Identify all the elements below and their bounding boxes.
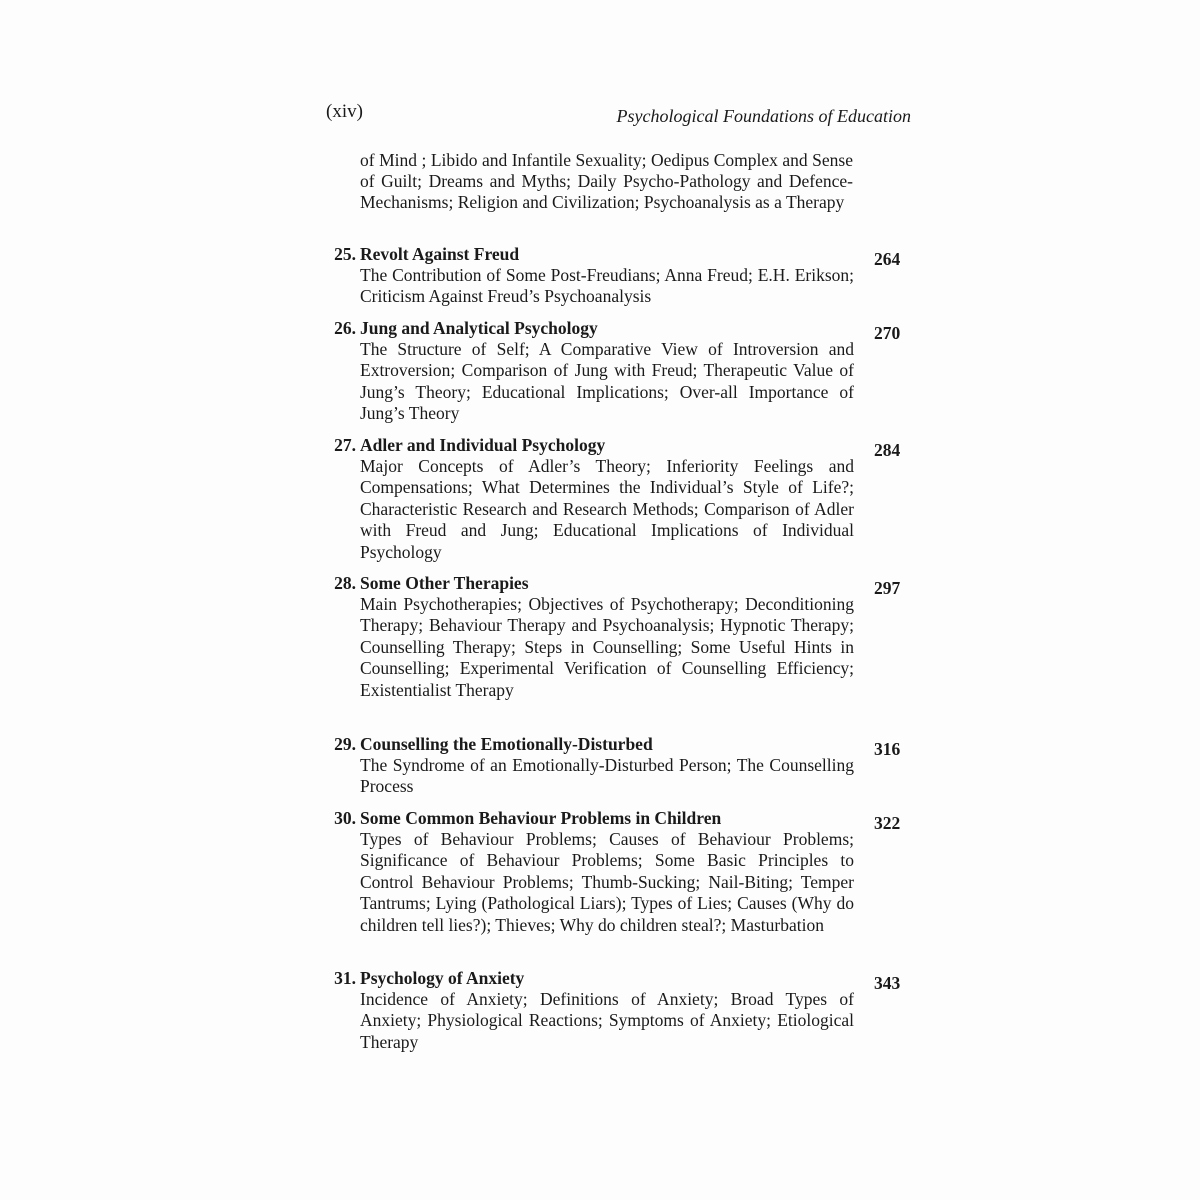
chapter-number: 31. xyxy=(334,968,356,988)
chapter-description: Main Psychotherapies; Objectives of Psychotherapy; Deconditioning Therapy; Behaviour Therapy and Psychoanalysis; Hypnotic Therapy; Counselling Therapy; Steps in Counselling; Some Useful Hints in Counselling; Experimental Verification of Counselling Efficiency; Existentialist Therapy xyxy=(360,594,854,700)
chapter-title: Some Common Behaviour Problems in Children xyxy=(360,808,722,828)
chapter-description: Types of Behaviour Problems; Causes of Behaviour Problems; Significance of Behaviour Problems; Some Basic Principles to Control Behaviour Problems; Thumb-Sucking; Nail-Biting; Temper Tantrums; Lying (Pathological Liars); Types of Lies; Causes (Why do children tell lies?); Thieves; Why do children steal?; Masturbation xyxy=(360,829,854,935)
chapter-title: Jung and Analytical Psychology xyxy=(360,318,598,338)
chapter-page-number: 343 xyxy=(874,973,901,993)
chapter-description: The Syndrome of an Emotionally-Disturbed Person; The Counselling Process xyxy=(360,755,854,797)
chapter-title: Revolt Against Freud xyxy=(360,244,520,264)
chapter-title: Counselling the Emotionally-Disturbed xyxy=(360,734,653,754)
chapter-title: Adler and Individual Psychology xyxy=(360,435,606,455)
chapter-number: 30. xyxy=(334,808,356,828)
chapter-number: 26. xyxy=(334,318,356,338)
chapter-page-number: 316 xyxy=(874,739,901,759)
chapter-number: 29. xyxy=(334,734,356,754)
chapter-page-number: 284 xyxy=(874,440,901,460)
chapter-number: 27. xyxy=(334,435,356,455)
chapter-title: Psychology of Anxiety xyxy=(360,968,525,988)
chapter-page-number: 264 xyxy=(874,249,901,269)
chapter-description: The Contribution of Some Post-Freudians; Anna Freud; E.H. Erikson; Criticism Against Freud’s Psychoanalysis xyxy=(360,265,854,307)
chapter-number: 25. xyxy=(334,244,356,264)
chapter-page-number: 322 xyxy=(874,813,901,833)
chapter-page-number: 270 xyxy=(874,323,901,343)
chapter-number: 28. xyxy=(334,573,356,593)
chapter-title: Some Other Therapies xyxy=(360,573,529,593)
continued-description: of Mind ; Libido and Infantile Sexuality; Oedipus Complex and Sense of Guilt; Dreams and Myths; Daily Psycho-Pathology and Defence-Mechanisms; Religion and Civilization; Psychoanalysis as a Therapy xyxy=(360,150,853,212)
page-number-label: (xiv) xyxy=(326,101,363,122)
chapter-description: Incidence of Anxiety; Definitions of Anxiety; Broad Types of Anxiety; Physiological Reactions; Symptoms of Anxiety; Etiological Therapy xyxy=(360,989,854,1052)
chapter-page-number: 297 xyxy=(874,578,901,598)
chapter-description: The Structure of Self; A Comparative View of Introversion and Extroversion; Comparison of Jung with Freud; Therapeutic Value of Jung’s Theory; Educational Implications; Over-all Importance of Jung’s Theory xyxy=(360,339,854,424)
running-header-title: Psychological Foundations of Education xyxy=(616,106,911,126)
chapter-description: Major Concepts of Adler’s Theory; Inferiority Feelings and Compensations; What Determines the Individual’s Style of Life?; Characteristic Research and Research Methods; Comparison of Adler with Freud and Jung; Educational Implications of Individual Psychology xyxy=(360,456,854,562)
